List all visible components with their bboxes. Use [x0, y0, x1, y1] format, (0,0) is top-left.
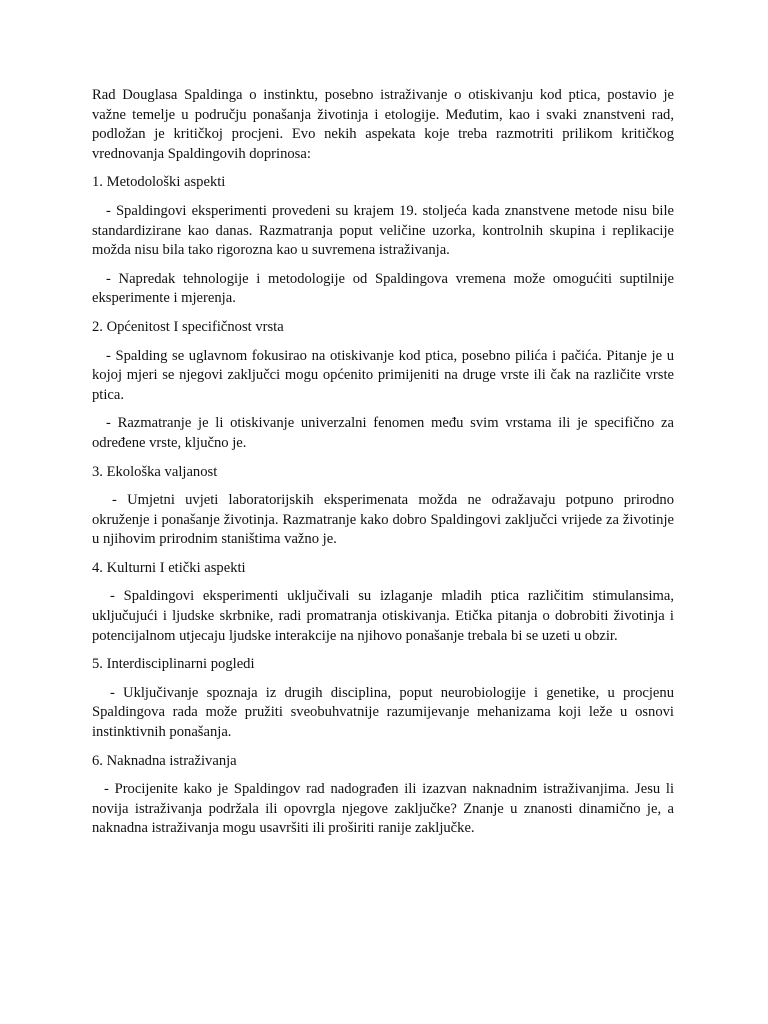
section-2-point-1: - Spalding se uglavnom fokusirao na otiskivanje kod ptica, posebno pilića i pačića. Pitanje je u kojoj mjeri se njegovi zaključci mogu općenito primijeniti na druge vrste ili čak na različite vrste ptica. [92, 347, 674, 403]
section-heading-6: 6. Naknadna istraživanja [92, 752, 237, 769]
document-page [92, 86, 674, 848]
section-4-point-1: - Spaldingovi eksperimenti uključivali su izlaganje mladih ptica različitim stimulansima, uključujući i ljudske skrbnike, radi promatranja otiskivanja. Etička pitanja o dobrobiti životinja i potencijalnom utjecaju ljudske interakcije na njihovo ponašanje trebala bi se uzeti u obzir. [92, 588, 674, 644]
intro-paragraph: Rad Douglasa Spaldinga o instinktu, posebno istraživanje o otiskivanju kod ptica, postavio je važne temelje u području ponašanja životinja i etologije. Međutim, kao i svaki znanstveni rad, podložan je kritičkoj procjeni. Evo nekih aspekata koje treba razmotriti prilikom kritičkog vrednovanja Spaldingovih doprinosa: [92, 87, 674, 162]
section-1-point-2: - Napredak tehnologije i metodologije od Spaldingova vremena može omogućiti suptilnije eksperimente i mjerenja. [92, 270, 674, 307]
section-2-point-2: - Razmatranje je li otiskivanje univerzalni fenomen među svim vrstama ili je specifično za određene vrste, ključno je. [92, 415, 674, 451]
section-heading-2: 2. Općenitost I specifičnost vrsta [92, 318, 284, 335]
section-1-point-1: - Spaldingovi eksperimenti provedeni su krajem 19. stoljeća kada znanstvene metode nisu bile standardizirane kao danas. Razmatranja poput veličine uzorka, kontrolnih skupina i replikacije možda nisu bila tako rigorozna kao u suvremena istraživanja. [92, 202, 674, 259]
section-5-point-1: - Uključivanje spoznaja iz drugih disciplina, poput neurobiologije i genetike, u procjenu Spaldingova rada može pružiti sveobuhvatnije razumijevanje mehanizama koji leže u osnovi instinktivnih ponašanja. [92, 684, 674, 741]
section-heading-3: 3. Ekološka valjanost [92, 463, 218, 480]
section-heading-4: 4. Kulturni I etički aspekti [92, 559, 246, 576]
section-3-point-1: - Umjetni uvjeti laboratorijskih eksperimenata možda ne odražavaju potpuno prirodno okruženje i ponašanje životinja. Razmatranje kako dobro Spaldingovi zaključci vrijede za životinje u njihovim prirodnim staništima važno je. [92, 492, 674, 548]
section-heading-1: 1. Metodološki aspekti [92, 174, 226, 191]
section-heading-5: 5. Interdisciplinarni pogledi [92, 656, 255, 673]
section-6-point-1: - Procijenite kako je Spaldingov rad nadograđen ili izazvan naknadnim istraživanjima. Jesu li novija istraživanja podržala ili opovrgla njegove zaključke? Znanje u znanosti dinamično je, a naknadna istraživanja mogu usavršiti ili proširiti ranije zaključke. [92, 781, 674, 837]
